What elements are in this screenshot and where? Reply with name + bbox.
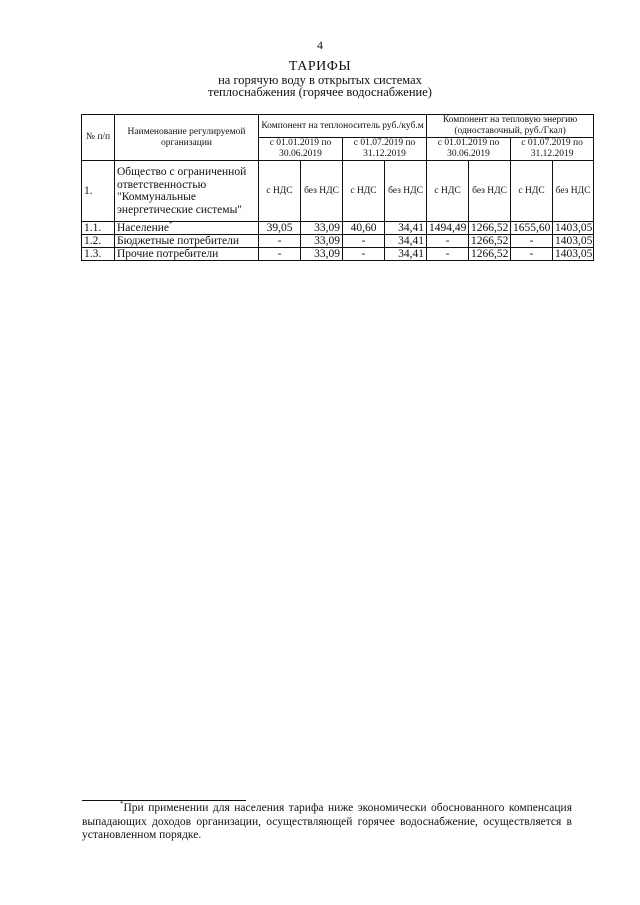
footnote-mark: *: [120, 800, 124, 809]
tariff-value: 1403,05: [553, 222, 594, 235]
tariff-value: 1655,60: [511, 222, 553, 235]
consumer-category: Прочие потребители: [115, 248, 259, 261]
header-heat-carrier-component: Компонент на теплоноситель руб./куб.м: [259, 115, 427, 138]
tariff-value: 1403,05: [553, 235, 594, 248]
tariff-table: [81, 114, 594, 261]
tariff-value: -: [343, 235, 385, 248]
header-heat-energy-component: Компонент на тепловую энергию (одноставочный, руб./Гкал): [427, 115, 594, 138]
document-subtitle-line1: на горячую воду в открытых системах: [218, 73, 422, 87]
document-title: ТАРИФЫ: [288, 59, 352, 74]
header-without-vat: без НДС: [385, 161, 427, 222]
header-organization-name: Наименование регулируемой организации: [115, 115, 259, 161]
tariff-value: -: [511, 235, 553, 248]
table-row: [82, 222, 594, 235]
tariff-value: -: [343, 248, 385, 261]
header-period: с 01.01.2019 по 30.06.2019: [259, 138, 343, 161]
tariff-value: 1266,52: [469, 235, 511, 248]
header-period: с 01.07.2019 по 31.12.2019: [511, 138, 594, 161]
header-period: с 01.07.2019 по 31.12.2019: [343, 138, 427, 161]
footnote-divider: [82, 800, 246, 801]
consumer-category-label: Население: [117, 222, 170, 234]
row-number: 1.1.: [82, 222, 115, 235]
header-without-vat: без НДС: [469, 161, 511, 222]
consumer-category: [115, 222, 259, 235]
footnote: [82, 802, 572, 843]
tariff-value: -: [511, 248, 553, 261]
table-row: [82, 235, 594, 248]
tariff-value: 33,09: [301, 222, 343, 235]
tariff-value: 1403,05: [553, 248, 594, 261]
tariff-value: 34,41: [385, 248, 427, 261]
tariff-value: 34,41: [385, 235, 427, 248]
footnote-text: При применении для населения тарифа ниже экономически обоснованного компенсация выпадающих доходов организации, осуществляющей горячее водоснабжение, осуществляется в установленном порядке.: [82, 802, 572, 841]
header-with-vat: с НДС: [343, 161, 385, 222]
tariff-value: 39,05: [259, 222, 301, 235]
tariff-value: 1266,52: [469, 222, 511, 235]
document-subtitle-line2: теплоснабжения (горячее водоснабжение): [208, 85, 432, 99]
consumer-category: Бюджетные потребители: [115, 235, 259, 248]
tariff-value: 34,41: [385, 222, 427, 235]
header-with-vat: с НДС: [259, 161, 301, 222]
tariff-value: 1494,49: [427, 222, 469, 235]
header-without-vat: без НДС: [553, 161, 594, 222]
header-with-vat: с НДС: [511, 161, 553, 222]
row-number: 1.3.: [82, 248, 115, 261]
tariff-value: -: [427, 235, 469, 248]
header-with-vat: с НДС: [427, 161, 469, 222]
header-period: с 01.01.2019 по 30.06.2019: [427, 138, 511, 161]
header-without-vat: без НДС: [301, 161, 343, 222]
tariff-value: 1266,52: [469, 248, 511, 261]
header-row-number: № п/п: [82, 115, 115, 161]
table-row: [82, 248, 594, 261]
title-block: [0, 61, 640, 98]
org-name: Общество с ограниченной ответственностью "Коммунальные энергетические системы": [115, 161, 259, 222]
row-number: 1.2.: [82, 235, 115, 248]
footnote-mark: *: [169, 221, 173, 229]
tariff-value: 40,60: [343, 222, 385, 235]
tariff-value: -: [259, 235, 301, 248]
page-number: 4: [317, 38, 323, 52]
tariff-value: -: [427, 248, 469, 261]
tariff-value: 33,09: [301, 248, 343, 261]
org-number: 1.: [82, 161, 115, 222]
tariff-value: -: [259, 248, 301, 261]
tariff-value: 33,09: [301, 235, 343, 248]
